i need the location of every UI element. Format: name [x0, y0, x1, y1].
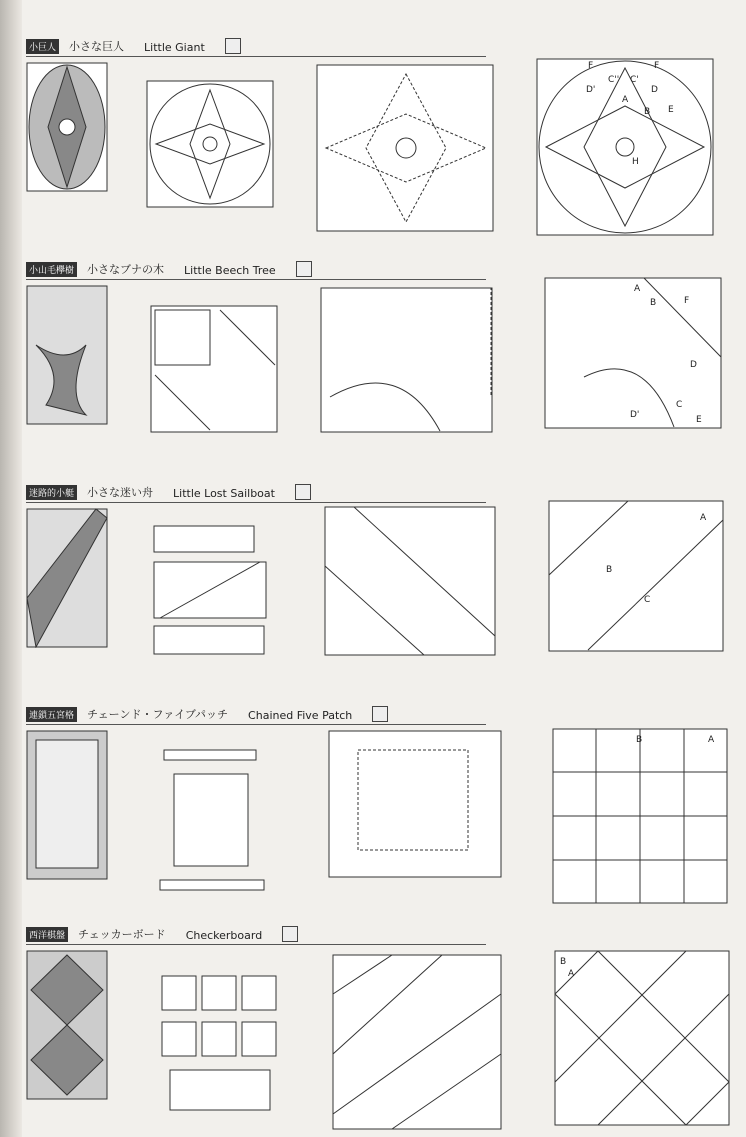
quilt-pieces-diagram [146, 80, 276, 210]
section-en-name: Chained Five Patch [248, 709, 353, 722]
template-letter: E [696, 415, 702, 425]
template-letter: E [668, 105, 674, 115]
section-jp-name: 小さなブナの木 [87, 263, 165, 276]
template-letter: A [622, 95, 629, 105]
template-letter: H [632, 157, 639, 167]
template-letter: B [606, 565, 613, 575]
quilt-section-little-lost-sailboat [26, 478, 726, 688]
quilt-sewing-diagram [324, 506, 496, 656]
quilt-pieces-diagram [160, 974, 280, 1114]
quilt-color-thumbnail [26, 285, 108, 425]
tree-icon [296, 261, 312, 277]
template-letter: C [676, 400, 683, 410]
template-letter: F [588, 61, 594, 71]
section-jp-name: 小さな巨人 [69, 40, 125, 53]
template-letter: A [568, 969, 575, 979]
section-header [26, 920, 486, 945]
section-en-name: Little Beech Tree [184, 264, 276, 277]
quilt-color-thumbnail [26, 950, 108, 1100]
template-letter: A [708, 735, 715, 745]
page-binding [0, 0, 22, 1137]
section-jp-name: チェッカーボード [78, 928, 166, 941]
checker-icon [282, 926, 298, 942]
quilt-template-diagram [536, 58, 716, 238]
template-letter: B [560, 957, 567, 967]
quilt-color-thumbnail [26, 508, 108, 648]
template-letter: C [644, 595, 651, 605]
quilt-template-diagram [554, 950, 730, 1126]
quilt-template-diagram [544, 277, 722, 429]
quilt-section-little-beech-tree [26, 255, 726, 465]
section-code: 迷路的小艇 [26, 485, 77, 500]
quilt-sewing-diagram [332, 954, 502, 1130]
template-letter: F [684, 296, 690, 306]
quilt-section-little-giant [26, 32, 726, 242]
quilt-color-thumbnail [26, 730, 108, 880]
quilt-sewing-diagram [320, 287, 495, 435]
face-icon [225, 38, 241, 54]
section-en-name: Checkerboard [185, 929, 263, 942]
quilt-pieces-diagram [150, 522, 276, 662]
quilt-section-checkerboard [26, 920, 726, 1130]
quilt-pieces-diagram [150, 305, 280, 435]
section-header [26, 478, 486, 503]
section-en-name: Little Lost Sailboat [173, 487, 275, 500]
template-letter: D' [586, 85, 596, 95]
section-header [26, 700, 486, 725]
template-letter: C'' [608, 75, 620, 85]
template-letter: B [650, 298, 657, 308]
section-en-name: Little Giant [144, 41, 205, 54]
template-letter: B [636, 735, 643, 745]
quilt-template-diagram [552, 728, 728, 904]
quilt-pieces-diagram [156, 746, 276, 892]
template-letter: D' [630, 410, 640, 420]
section-header [26, 255, 486, 280]
quilt-section-chained-five-patch [26, 700, 726, 910]
template-letter: A [634, 284, 641, 294]
section-jp-name: チェーンド・ファイブパッチ [87, 708, 229, 721]
template-letter: A [700, 513, 707, 523]
quilt-template-diagram [548, 500, 724, 652]
template-letter: D [651, 85, 658, 95]
quilt-sewing-diagram [316, 64, 496, 234]
template-letter: C' [630, 75, 639, 85]
template-letter: B [644, 107, 651, 117]
section-header [26, 32, 486, 57]
section-code: 小山毛欅樹 [26, 262, 77, 277]
section-jp-name: 小さな迷い舟 [87, 486, 154, 499]
section-code: 小巨人 [26, 39, 59, 54]
section-code: 連鎖五宮格 [26, 707, 77, 722]
quilt-sewing-diagram [328, 730, 502, 878]
template-letter: D [690, 360, 697, 370]
section-code: 西洋棋盤 [26, 927, 68, 942]
quilt-color-thumbnail [26, 62, 108, 192]
patch-icon [372, 706, 388, 722]
template-letter: F [654, 61, 660, 71]
boat-icon [295, 484, 311, 500]
